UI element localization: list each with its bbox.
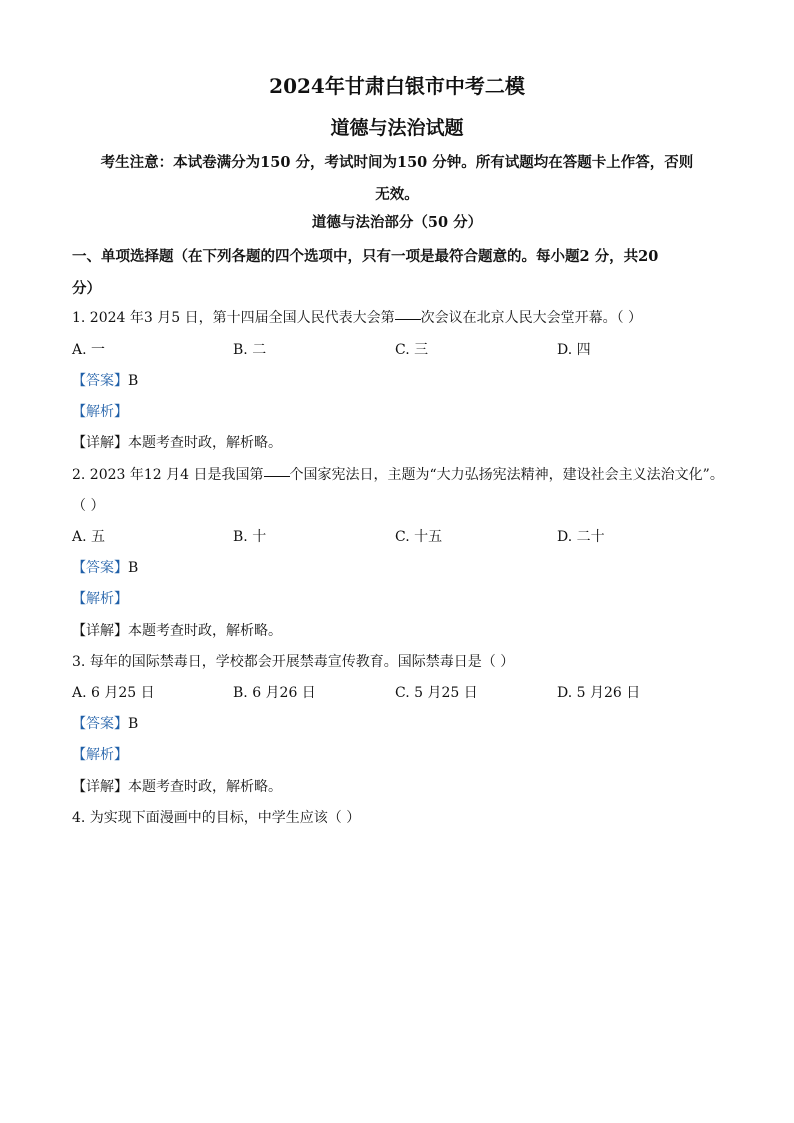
question-3-answer-value: B <box>128 716 139 732</box>
question-1-analysis <box>72 401 722 421</box>
question-1-stem-after-blank: 次会议在北京人民大会堂开幕。（ ） <box>420 310 643 326</box>
fill-blank <box>264 475 290 477</box>
detail-label: 【详解】 <box>72 779 128 795</box>
question-2-detail <box>72 620 722 640</box>
question-1-answer-value: B <box>128 373 139 389</box>
question-2-option-d: D. 二十 <box>557 529 605 545</box>
detail-label: 【详解】 <box>72 435 128 451</box>
answer-label: 【答案】 <box>72 716 128 732</box>
question-1-stem <box>72 307 722 327</box>
question-3-option-c: C. 5 月25 日 <box>395 685 478 701</box>
question-2-analysis <box>72 588 722 608</box>
analysis-label: 【解析】 <box>72 591 128 607</box>
fill-blank <box>395 318 421 320</box>
question-2-option-b: B. 十 <box>233 529 267 545</box>
question-1-detail-text: 本题考查时政，解析略。 <box>128 435 282 451</box>
question-4-stem: 4. 为实现下面漫画中的目标，中学生应该（ ） <box>72 810 361 826</box>
question-1-option-b: B. 二 <box>233 342 267 358</box>
question-2-stem <box>72 464 722 484</box>
answer-label: 【答案】 <box>72 560 128 576</box>
question-2-option-a: A. 五 <box>72 529 106 545</box>
question-2-options <box>72 526 722 546</box>
question-3-option-d: D. 5 月26 日 <box>557 685 641 701</box>
question-3-stem: 3. 每年的国际禁毒日，学校都会开展禁毒宣传教育。国际禁毒日是（ ） <box>72 654 515 670</box>
question-2-option-c: C. 十五 <box>395 529 443 545</box>
question-3-detail-text: 本题考查时政，解析略。 <box>128 779 282 795</box>
question-3-option-b: B. 6 月26 日 <box>233 685 316 701</box>
question-3-detail <box>72 776 722 796</box>
question-2-stem-line-2: （ ） <box>72 498 105 514</box>
question-2-answer-value: B <box>128 560 139 576</box>
question-2-answer <box>72 557 722 577</box>
question-3-answer <box>72 713 722 733</box>
question-1-stem-before-blank: 1. 2024 年3 月5 日，第十四届全国人民代表大会第 <box>72 310 395 326</box>
section-heading-line-2: 分） <box>72 280 101 297</box>
question-1-option-c: C. 三 <box>395 342 429 358</box>
question-1-option-a: A. 一 <box>72 342 106 358</box>
question-2-detail-text: 本题考查时政，解析略。 <box>128 623 282 639</box>
page-subtitle: 道德与法治试题 <box>330 117 464 139</box>
exam-notice-line-2: 无效。 <box>375 186 419 203</box>
question-1-option-d: D. 四 <box>557 342 591 358</box>
question-3-analysis <box>72 744 722 764</box>
question-1-detail <box>72 432 722 452</box>
section-heading-line-1: 一、单项选择题（在下列各题的四个选项中，只有一项是最符合题意的。每小题2 分，共20 <box>72 248 659 265</box>
detail-label: 【详解】 <box>72 623 128 639</box>
exam-notice <box>72 147 722 211</box>
answer-label: 【答案】 <box>72 373 128 389</box>
question-2-stem-before-blank: 2. 2023 年12 月4 日是我国第 <box>72 467 264 483</box>
question-1-options <box>72 339 722 359</box>
question-1-answer <box>72 370 722 390</box>
analysis-label: 【解析】 <box>72 404 128 420</box>
part-heading: 道德与法治部分（50 分） <box>311 214 483 231</box>
page-title: 2024年甘肃白银市中考二模 <box>269 74 525 98</box>
section-heading <box>72 241 722 305</box>
analysis-label: 【解析】 <box>72 747 128 763</box>
question-2-stem-after-blank: 个国家宪法日，主题为“大力弘扬宪法精神，建设社会主义法治文化”。 <box>289 467 724 483</box>
question-3-option-a: A. 6 月25 日 <box>72 685 155 701</box>
question-3-options <box>72 682 722 702</box>
exam-notice-line-1: 考生注意：本试卷满分为150 分，考试时间为150 分钟。所有试题均在答题卡上作答，否则 <box>100 154 694 171</box>
